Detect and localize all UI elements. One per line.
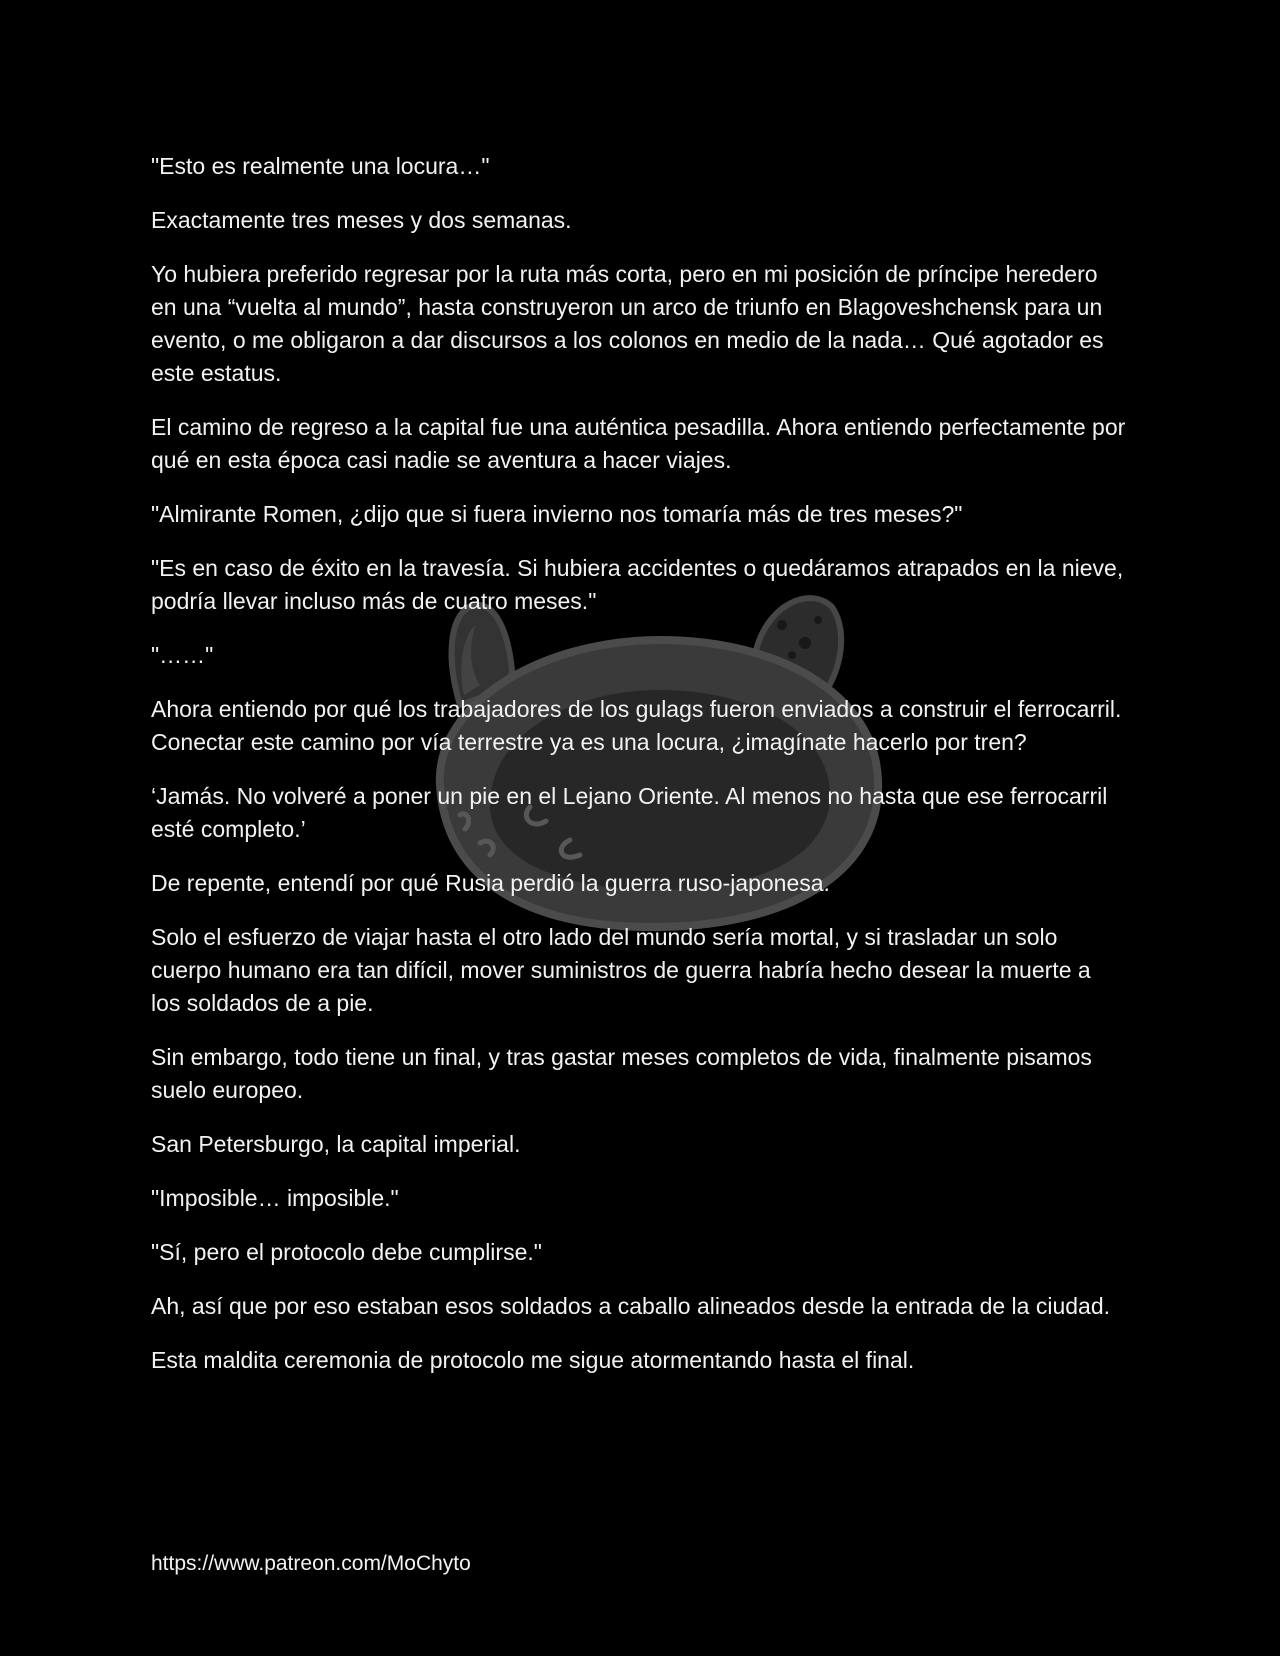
paragraph: Sin embargo, todo tiene un final, y tras gastar meses completos de vida, finalmente pisamos suelo europeo.	[151, 1044, 1092, 1103]
paragraph: El camino de regreso a la capital fue una auténtica pesadilla. Ahora entiendo perfectamente por qué en esta época casi nadie se aventura a hacer viajes.	[151, 414, 1126, 473]
paragraph: Yo hubiera preferido regresar por la ruta más corta, pero en mi posición de príncipe heredero en una “vuelta al mundo”, hasta construyeron un arco de triunfo en Blagoveshchensk para un evento, o me obligaron a dar discursos a los colonos en medio de la nada… Qué agotador es este estatus.	[151, 261, 1104, 386]
paragraph: Solo el esfuerzo de viajar hasta el otro lado del mundo sería mortal, y si trasladar un solo cuerpo humano era tan difícil, mover suministros de guerra habría hecho desear la muerte a los soldados de a pie.	[151, 924, 1091, 1016]
paragraph: De repente, entendí por qué Rusia perdió la guerra ruso-japonesa.	[151, 870, 830, 896]
article-body	[151, 150, 1126, 1398]
paragraph: San Petersburgo, la capital imperial.	[151, 1131, 521, 1157]
paragraph: "Imposible… imposible."	[151, 1185, 399, 1211]
paragraph: Esta maldita ceremonia de protocolo me sigue atormentando hasta el final.	[151, 1347, 915, 1373]
patreon-link[interactable]: https://www.patreon.com/MoChyto	[151, 1552, 471, 1575]
paragraph: "Almirante Romen, ¿dijo que si fuera invierno nos tomaría más de tres meses?"	[151, 501, 963, 527]
paragraph: "Sí, pero el protocolo debe cumplirse."	[151, 1239, 542, 1265]
paragraph: Ahora entiendo por qué los trabajadores de los gulags fueron enviados a construir el ferrocarril. Conectar este camino por vía terrestre ya es una locura, ¿imagínate hacerlo por tren?	[151, 696, 1122, 755]
paragraph: ‘Jamás. No volveré a poner un pie en el Lejano Oriente. Al menos no hasta que ese ferrocarril esté completo.’	[151, 783, 1108, 842]
paragraph: "Es en caso de éxito en la travesía. Si hubiera accidentes o quedáramos atrapados en la nieve, podría llevar incluso más de cuatro meses."	[151, 555, 1124, 614]
paragraph: Ah, así que por eso estaban esos soldados a caballo alineados desde la entrada de la ciudad.	[151, 1293, 1111, 1319]
paragraph: Exactamente tres meses y dos semanas.	[151, 207, 572, 233]
paragraph: "……"	[151, 642, 214, 668]
paragraph: "Esto es realmente una locura…"	[151, 153, 490, 179]
